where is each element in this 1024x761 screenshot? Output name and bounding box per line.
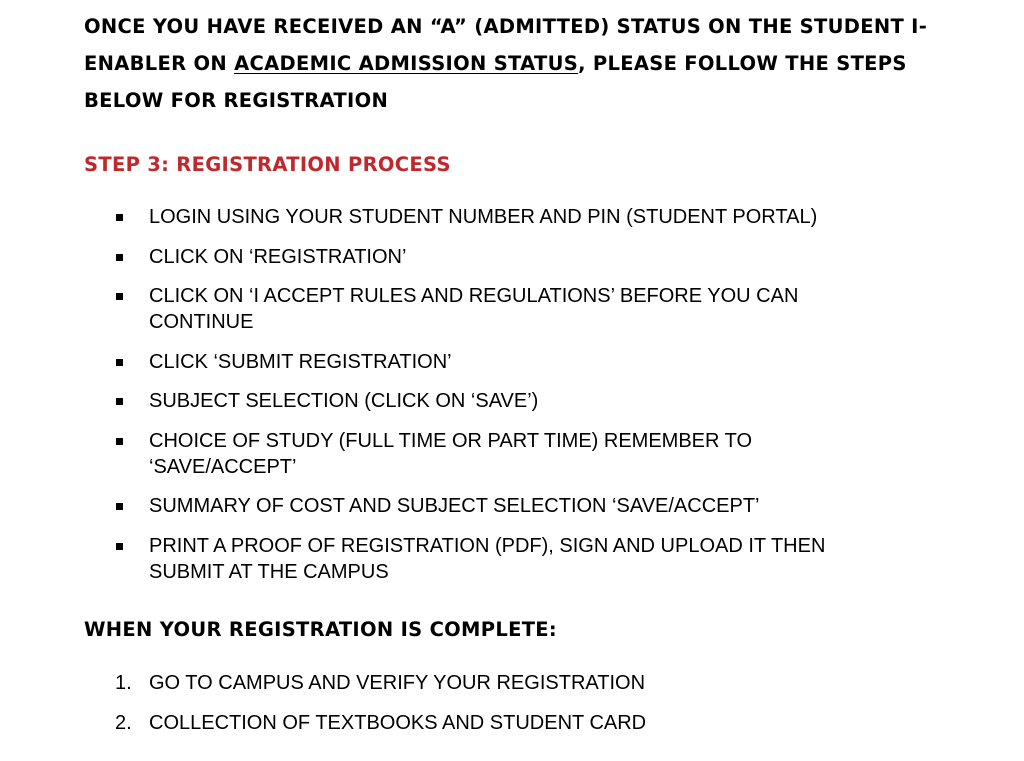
after-step-text: GO TO CAMPUS AND VERIFY YOUR REGISTRATION xyxy=(149,672,646,694)
step-text: CLICK ON ‘REGISTRATION’ xyxy=(149,245,407,268)
list-item xyxy=(115,204,895,230)
list-item xyxy=(115,533,895,585)
square-bullet-icon xyxy=(116,438,123,445)
step-text: SUMMARY OF COST AND SUBJECT SELECTION ‘SAVE/ACCEPT’ xyxy=(149,495,760,517)
step-text: PRINT A PROOF OF REGISTRATION (PDF), SIGN AND UPLOAD IT THEN SUBMIT AT THE CAMPUS xyxy=(149,534,826,583)
list-item xyxy=(115,283,895,335)
list-item xyxy=(115,388,895,414)
intro-paragraph xyxy=(84,8,984,119)
square-bullet-icon xyxy=(116,254,123,261)
square-bullet-icon xyxy=(116,543,123,550)
registration-complete-heading: WHEN YOUR REGISTRATION IS COMPLETE: xyxy=(84,618,558,641)
square-bullet-icon xyxy=(116,503,123,510)
square-bullet-icon xyxy=(116,214,123,221)
list-number: 2. xyxy=(115,711,132,734)
list-item xyxy=(115,493,895,519)
list-item xyxy=(115,428,895,480)
square-bullet-icon xyxy=(116,359,123,366)
post-registration-list xyxy=(115,670,895,749)
after-step-text: COLLECTION OF TEXTBOOKS AND STUDENT CARD xyxy=(149,711,647,734)
step-text: SUBJECT SELECTION (CLICK ON ‘SAVE’) xyxy=(149,390,539,412)
intro-text-end: , PLEASE FOLLOW THE STEPS BELOW FOR REGISTRATION xyxy=(84,52,907,112)
list-item xyxy=(115,349,895,375)
step-text: LOGIN USING YOUR STUDENT NUMBER AND PIN (STUDENT PORTAL) xyxy=(149,206,818,228)
list-number: 1. xyxy=(115,672,132,694)
list-item xyxy=(115,670,895,696)
step-text: CHOICE OF STUDY (FULL TIME OR PART TIME) REMEMBER TO ‘SAVE/ACCEPT’ xyxy=(149,429,753,478)
square-bullet-icon xyxy=(116,293,123,300)
list-item xyxy=(115,710,895,736)
list-item xyxy=(115,244,895,270)
step-text: CLICK ‘SUBMIT REGISTRATION’ xyxy=(149,350,452,373)
step-text: CLICK ON ‘I ACCEPT RULES AND REGULATIONS’ BEFORE YOU CAN CONTINUE xyxy=(149,285,799,333)
registration-steps-list xyxy=(115,204,895,598)
step-3-heading: STEP 3: REGISTRATION PROCESS xyxy=(84,153,451,176)
square-bullet-icon xyxy=(116,398,123,405)
intro-text-start: ONCE YOU HAVE RECEIVED AN “A” (ADMITTED) STATUS ON THE STUDENT I-ENABLER ON xyxy=(84,15,928,75)
academic-admission-status-link[interactable]: ACADEMIC ADMISSION STATUS xyxy=(234,52,579,75)
